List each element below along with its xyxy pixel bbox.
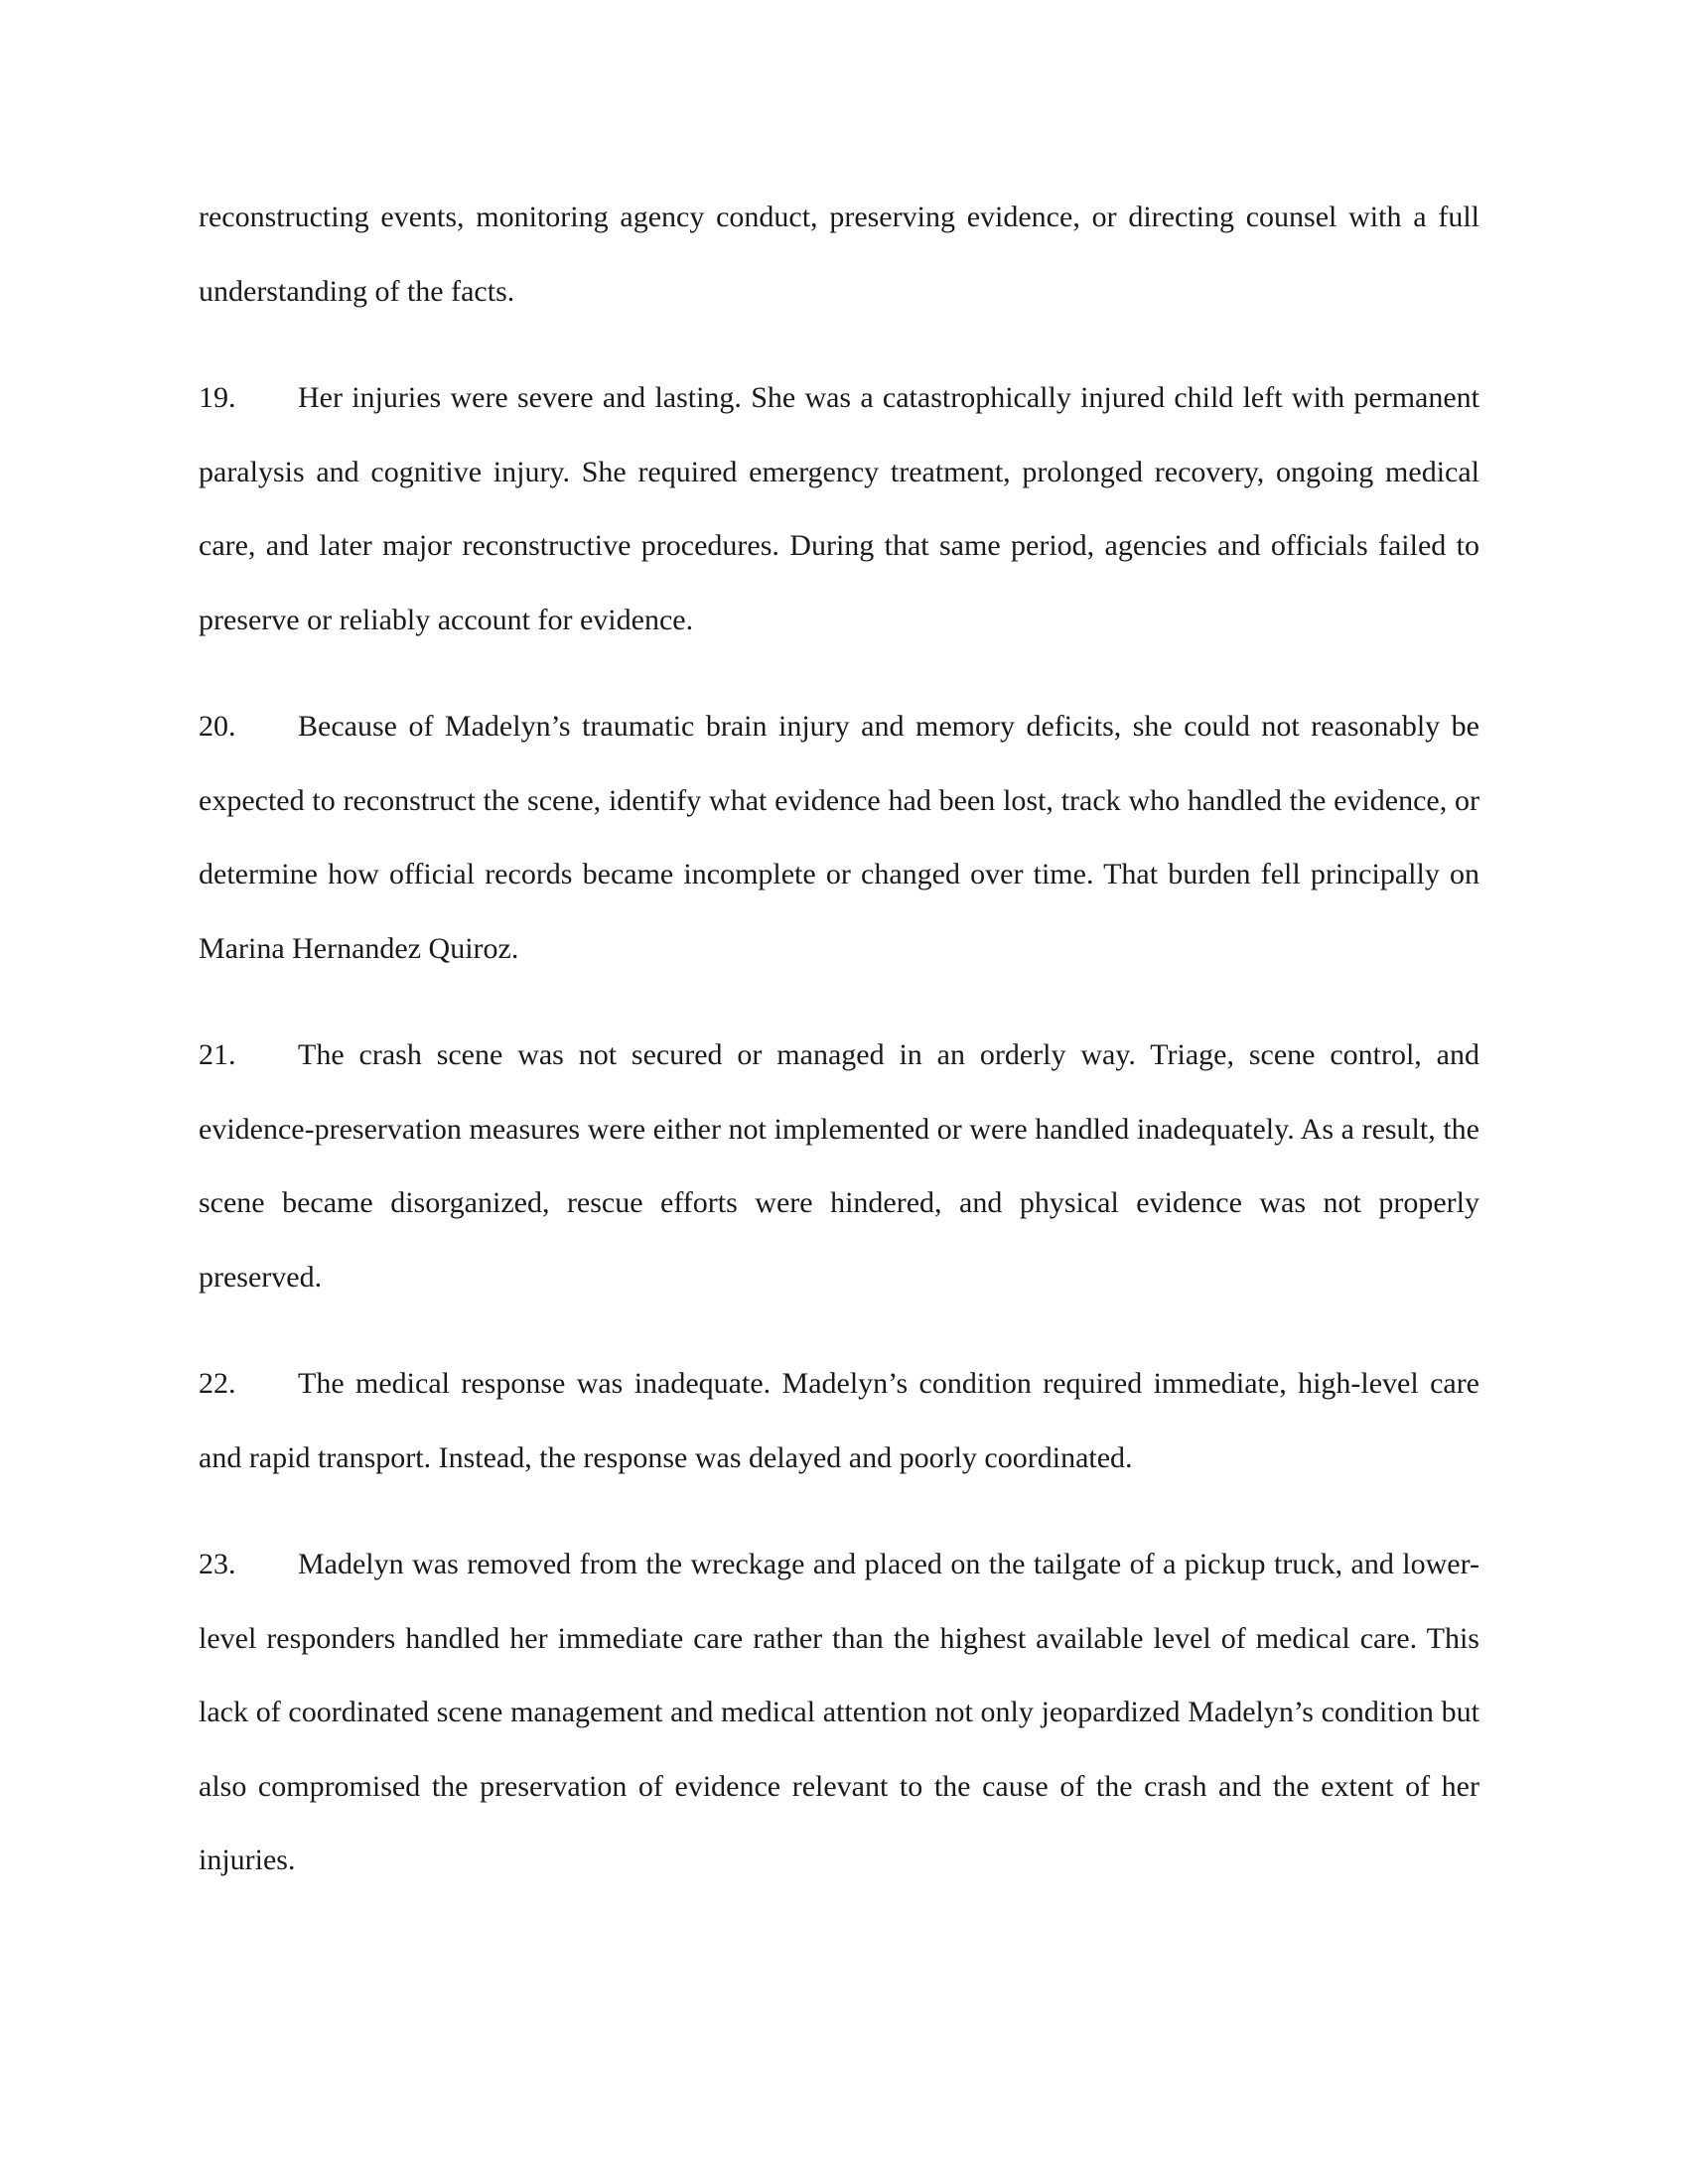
paragraph-19 <box>199 361 1479 657</box>
paragraph-number: 23. <box>199 1548 236 1580</box>
paragraph-21 <box>199 1019 1479 1314</box>
paragraph-number: 19. <box>199 381 236 414</box>
paragraph-text: reconstructing events, monitoring agency conduct, preserving evidence, or directing counsel with a full understanding of the facts. <box>199 201 1479 308</box>
paragraph-number: 20. <box>199 710 236 743</box>
paragraph-23 <box>199 1528 1479 1898</box>
paragraph-number: 22. <box>199 1367 236 1400</box>
paragraph-text: Madelyn was removed from the wreckage and placed on the tailgate of a pickup truck, and lower-level responders handled her immediate care rather than the highest available level of medical care. This lack of coordinated scene management and medical attention not only jeopardized Madelyn’s condition but also compromised the preservation of evidence relevant to the cause of the crash and the extent of her injuries. <box>199 1548 1479 1876</box>
paragraph-22 <box>199 1347 1479 1495</box>
paragraph-text: The medical response was inadequate. Madelyn’s condition required immediate, high-level care and rapid transport. Instead, the response was delayed and poorly coordinated. <box>199 1367 1479 1474</box>
paragraph-text: Because of Madelyn’s traumatic brain injury and memory deficits, she could not reasonably be expected to reconstruct the scene, identify what evidence had been lost, track who handled the evidence, or determine how official records became incomplete or changed over time. That burden fell principally on Marina Hernandez Quiroz. <box>199 710 1479 965</box>
document-body <box>199 181 1479 1931</box>
paragraph-20 <box>199 690 1479 986</box>
paragraph-number: 21. <box>199 1038 236 1071</box>
paragraph-continued <box>199 181 1479 329</box>
paragraph-text: The crash scene was not secured or managed in an orderly way. Triage, scene control, and evidence-preservation measures were either not implemented or were handled inadequately. As a result, the scene became disorganized, rescue efforts were hindered, and physical evidence was not properly preserved. <box>199 1038 1479 1294</box>
paragraph-text: Her injuries were severe and lasting. She was a catastrophically injured child left with permanent paralysis and cognitive injury. She required emergency treatment, prolonged recovery, ongoing medical care, and later major reconstructive procedures. During that same period, agencies and officials failed to preserve or reliably account for evidence. <box>199 381 1479 636</box>
